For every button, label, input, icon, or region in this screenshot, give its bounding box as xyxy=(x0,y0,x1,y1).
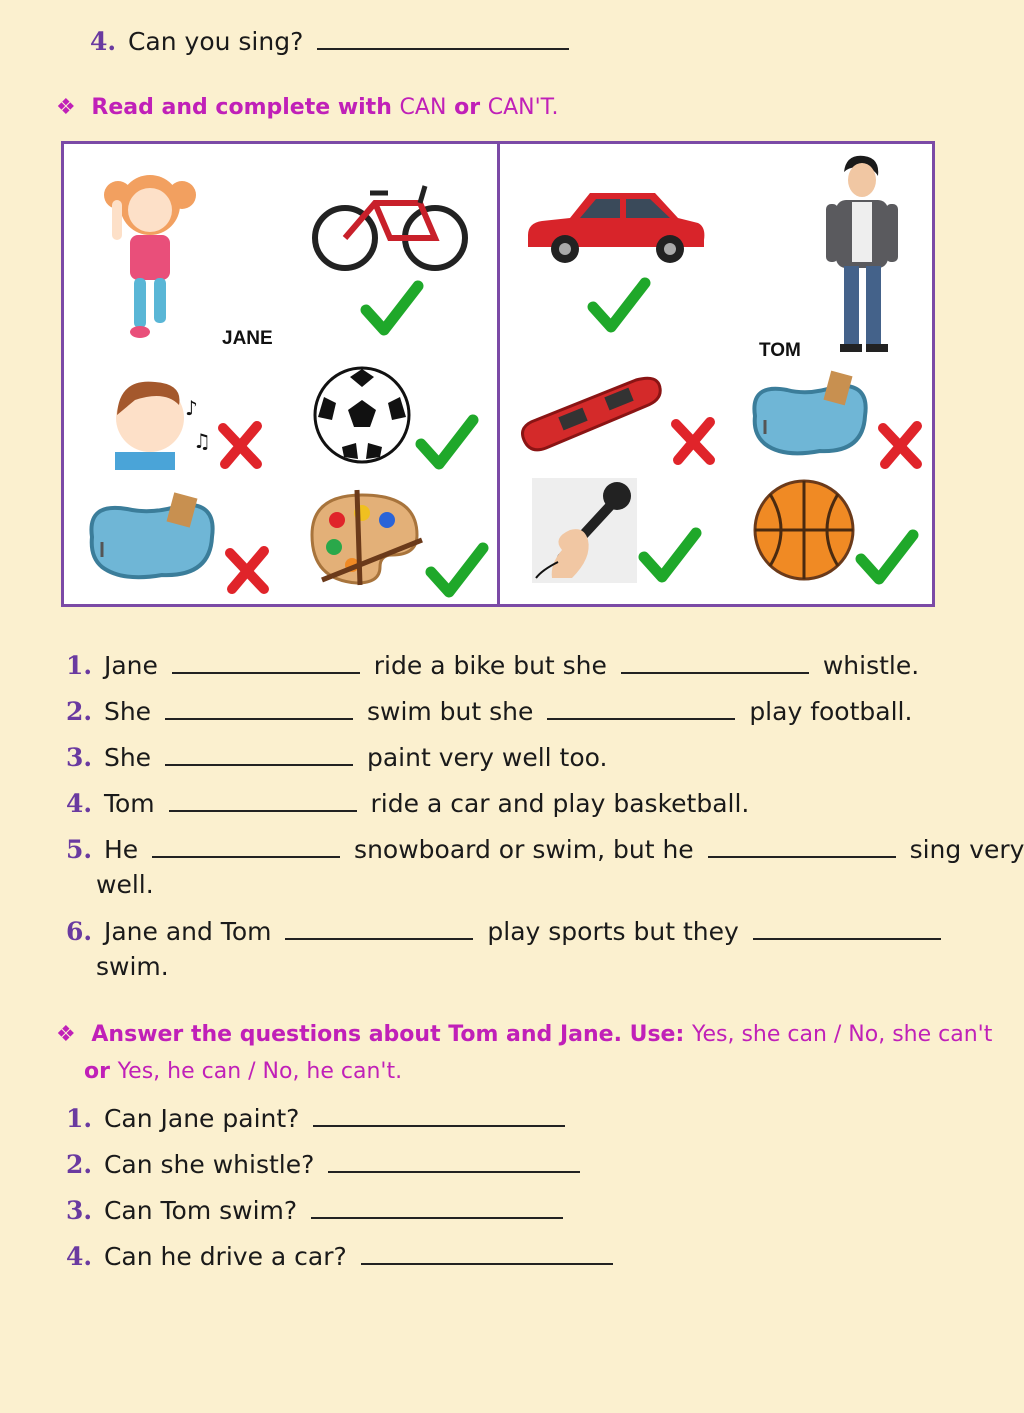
microphone-icon xyxy=(532,478,637,583)
sentence-number: 2. xyxy=(66,697,93,726)
question-number: 4. xyxy=(90,27,117,56)
sentence-item xyxy=(66,788,749,818)
sentence-part: sing very xyxy=(909,835,1024,864)
cross-icon xyxy=(222,545,272,595)
section-heading-answer xyxy=(56,1022,992,1047)
bullet-icon: ❖ xyxy=(56,95,76,120)
sentence-number: 5. xyxy=(66,835,93,864)
sentence-continuation: well. xyxy=(96,870,154,899)
sentence-item xyxy=(66,650,919,680)
cross-icon xyxy=(668,416,718,466)
question-text: Can he drive a car? xyxy=(103,1242,347,1271)
sentence-item xyxy=(66,834,1024,864)
sentence-number: 3. xyxy=(66,743,93,772)
swimming-pool-icon xyxy=(82,487,222,587)
question-number: 1. xyxy=(66,1104,93,1133)
girl-icon xyxy=(100,160,200,340)
sentence-part: snowboard or swim, but he xyxy=(354,835,694,864)
answer-blank[interactable] xyxy=(708,834,896,858)
answer-blank[interactable] xyxy=(621,650,809,674)
sentence-part: He xyxy=(103,835,139,864)
sentence-item xyxy=(66,742,607,772)
sentence-part: She xyxy=(103,697,152,726)
sentence-number: 4. xyxy=(66,789,93,818)
sentence-continuation: swim. xyxy=(96,952,169,981)
question-text: Can she whistle? xyxy=(103,1150,315,1179)
checkmark-icon xyxy=(855,527,917,587)
sentence-part: She xyxy=(103,743,152,772)
whistling-boy-icon xyxy=(105,370,215,470)
answer-blank[interactable] xyxy=(317,26,569,50)
answer-blank[interactable] xyxy=(152,834,340,858)
swimming-pool-icon xyxy=(745,368,875,463)
svg-text:♪: ♪ xyxy=(185,396,198,420)
snowboard-icon xyxy=(518,370,663,455)
sentence-item xyxy=(66,916,947,946)
section-heading-complete xyxy=(56,95,558,120)
cross-icon xyxy=(875,420,925,470)
boy-icon xyxy=(812,152,912,357)
question-number: 4. xyxy=(66,1242,93,1271)
answer-blank[interactable] xyxy=(285,916,473,940)
answer-blank[interactable] xyxy=(311,1195,563,1219)
cross-icon xyxy=(215,420,265,470)
sentence-number: 1. xyxy=(66,651,93,680)
heading-prefix: Read and complete with xyxy=(91,95,392,120)
answer-blank[interactable] xyxy=(172,650,360,674)
question-number: 3. xyxy=(66,1196,93,1225)
jane-label: JANE xyxy=(222,328,273,349)
sentence-part: Jane xyxy=(103,651,158,680)
heading-can: CAN xyxy=(399,95,447,120)
bullet-icon: ❖ xyxy=(56,1022,76,1047)
football-icon xyxy=(312,365,412,465)
answer-blank[interactable] xyxy=(361,1241,613,1265)
sentence-item xyxy=(66,696,912,726)
heading-prefix: Answer the questions about Tom and Jane. Use: xyxy=(91,1022,685,1047)
svg-text:♫: ♫ xyxy=(193,429,211,453)
sentence-part: ride a bike but she xyxy=(373,651,607,680)
answer-blank[interactable] xyxy=(313,1103,565,1127)
heading-or: or xyxy=(454,95,481,120)
sentence-part: play sports but they xyxy=(487,917,739,946)
sentence-part: play football. xyxy=(749,697,913,726)
question-text: Can you sing? xyxy=(127,27,304,56)
picture-divider xyxy=(497,141,500,607)
top-question xyxy=(90,26,575,56)
sentence-part: swim but she xyxy=(366,697,534,726)
checkmark-icon xyxy=(638,525,700,585)
sentence-part: whistle. xyxy=(822,651,920,680)
question-item xyxy=(66,1103,571,1133)
question-item xyxy=(66,1195,569,1225)
answer-blank[interactable] xyxy=(169,788,357,812)
checkmark-icon xyxy=(360,278,422,338)
checkmark-icon xyxy=(415,412,477,472)
sentence-part: ride a car and play basketball. xyxy=(370,789,750,818)
question-text: Can Tom swim? xyxy=(103,1196,298,1225)
answer-blank[interactable] xyxy=(328,1149,580,1173)
heading-use-she: Yes, she can / No, she can't xyxy=(691,1022,993,1047)
bicycle-icon xyxy=(310,178,470,273)
question-item xyxy=(66,1241,619,1271)
heading-cant: CAN'T. xyxy=(487,95,559,120)
sentence-part: Tom xyxy=(103,789,155,818)
question-text: Can Jane paint? xyxy=(103,1104,300,1133)
car-icon xyxy=(520,185,710,270)
sentence-number: 6. xyxy=(66,917,93,946)
heading-use-he: Yes, he can / No, he can't. xyxy=(117,1059,403,1084)
checkmark-icon xyxy=(425,540,487,600)
heading-or: or xyxy=(84,1059,110,1084)
question-number: 2. xyxy=(66,1150,93,1179)
answer-blank[interactable] xyxy=(165,696,353,720)
section-heading-answer-cont xyxy=(84,1059,402,1084)
sentence-part: paint very well too. xyxy=(366,743,608,772)
question-item xyxy=(66,1149,586,1179)
answer-blank[interactable] xyxy=(547,696,735,720)
basketball-icon xyxy=(752,478,856,582)
tom-label: TOM xyxy=(759,340,801,361)
sentence-part: Jane and Tom xyxy=(103,917,272,946)
answer-blank[interactable] xyxy=(165,742,353,766)
answer-blank[interactable] xyxy=(753,916,941,940)
paint-palette-icon xyxy=(302,485,427,590)
checkmark-icon xyxy=(587,275,649,335)
